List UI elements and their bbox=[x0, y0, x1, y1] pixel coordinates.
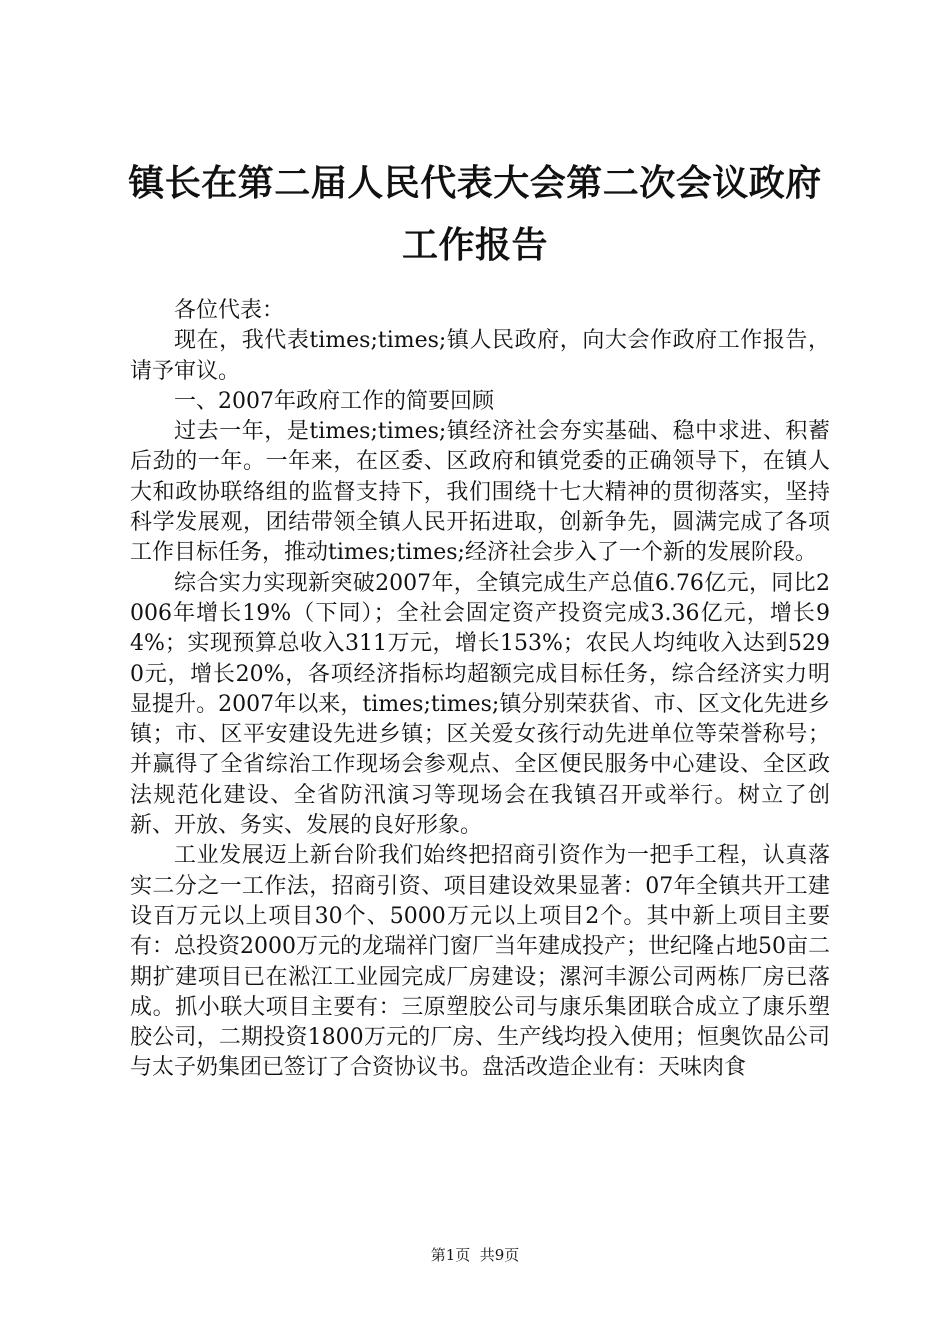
document-body bbox=[130, 296, 830, 1084]
document-title: 镇长在第二届人民代表大会第二次会议政府工作报告 bbox=[128, 162, 822, 266]
strength-paragraph: 综合实力实现新突破2007年，全镇完成生产总值6.76亿元，同比2006年增长19%（下同）；全社会固定资产投资完成3.36亿元，增长94%；实现预算总收入311万元，增长153%；农民人均纯收入达到5290元，增长20%，各项经济指标均超额完成目标任务，综合经济实力明显提升。2007年以来，times;times;镇分别荣获省、市、区文化先进乡镇；市、区平安建设先进乡镇；区关爱女孩行动先进单位等荣誉称号；并赢得了全省综治工作现场会参观点、全区便民服务中心建设、全区政法规范化建设、全省防汛演习等现场会在我镇召开或举行。树立了创新、开放、务实、发展的良好形象。 bbox=[130, 570, 830, 839]
page-number-footer: 第1页 共9页 bbox=[430, 1246, 520, 1264]
section-heading: 一、2007年政府工作的简要回顾 bbox=[174, 388, 494, 414]
review-paragraph: 过去一年，是times;times;镇经济社会夯实基础、稳中求进、积蓄后劲的一年。一年来，在区委、区政府和镇党委的正确领导下，在镇人大和政协联络组的监督支持下，我们围绕十七大精神的贯彻落实，坚持科学发展观，团结带领全镇人民开拓进取，创新争先，圆满完成了各项工作目标任务，推动times;times;经济社会步入了一个新的发展阶段。 bbox=[130, 419, 830, 566]
salutation-paragraph: 各位代表： bbox=[174, 298, 285, 323]
intro-paragraph: 现在，我代表times;times;镇人民政府，向大会作政府工作报告，请予审议。 bbox=[130, 328, 830, 384]
industry-paragraph: 工业发展迈上新台阶我们始终把招商引资作为一把手工程，认真落实二分之一工作法，招商引资、项目建设效果显著：07年全镇共开工建设百万元以上项目30个、5000万元以上项目2个。其中新上项目主要有：总投资2000万元的龙瑞祥门窗厂当年建成投产；世纪隆占地50亩二期扩建项目已在淞江工业园完成厂房建设；漯河丰源公司两栋厂房已落成。抓小联大项目主要有：三原塑胶公司与康乐集团联合成立了康乐塑胶公司，二期投资1800万元的厂房、生产线均投入使用；恒奥饮品公司与太子奶集团已签订了合资协议书。盘活改造企业有：天味肉食 bbox=[130, 843, 830, 1081]
